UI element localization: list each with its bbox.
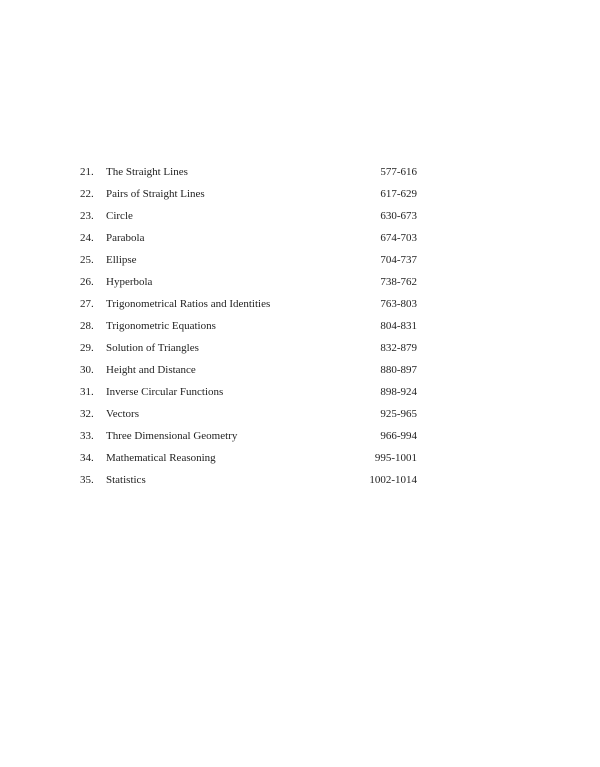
toc-entry-number: 30. — [80, 364, 94, 376]
toc-entry-number: 21. — [80, 166, 94, 178]
toc-entry-pages: 617-629 — [380, 188, 417, 200]
toc-entry — [80, 249, 417, 271]
toc-entry — [80, 359, 417, 381]
toc-entry-pages: 804-831 — [380, 320, 417, 332]
toc-entry-pages: 880-897 — [380, 364, 417, 376]
toc-entry-number: 27. — [80, 298, 94, 310]
toc-entry-number: 25. — [80, 254, 94, 266]
toc-list — [80, 161, 417, 491]
toc-entry-pages: 738-762 — [380, 276, 417, 288]
toc-entry-title: Statistics — [106, 474, 146, 486]
toc-entry — [80, 183, 417, 205]
toc-entry — [80, 161, 417, 183]
toc-entry-title: The Straight Lines — [106, 166, 188, 178]
toc-entry-pages: 925-965 — [380, 408, 417, 420]
toc-entry-number: 33. — [80, 430, 94, 442]
toc-entry-pages: 630-673 — [380, 210, 417, 222]
toc-entry-pages: 577-616 — [380, 166, 417, 178]
toc-entry-number: 22. — [80, 188, 94, 200]
toc-entry-title: Circle — [106, 210, 133, 222]
toc-entry-pages: 704-737 — [380, 254, 417, 266]
toc-entry-number: 24. — [80, 232, 94, 244]
toc-entry-title: Pairs of Straight Lines — [106, 188, 205, 200]
toc-entry — [80, 271, 417, 293]
toc-entry — [80, 425, 417, 447]
toc-entry-number: 26. — [80, 276, 94, 288]
toc-entry-number: 28. — [80, 320, 94, 332]
toc-entry — [80, 403, 417, 425]
toc-entry-number: 23. — [80, 210, 94, 222]
toc-entry-pages: 832-879 — [380, 342, 417, 354]
toc-entry-title: Mathematical Reasoning — [106, 452, 216, 464]
toc-entry-pages: 763-803 — [380, 298, 417, 310]
toc-entry — [80, 337, 417, 359]
toc-entry — [80, 227, 417, 249]
toc-entry-pages: 674-703 — [380, 232, 417, 244]
toc-entry — [80, 447, 417, 469]
toc-entry-number: 34. — [80, 452, 94, 464]
toc-entry-title: Parabola — [106, 232, 145, 244]
toc-entry-number: 31. — [80, 386, 94, 398]
toc-entry-title: Vectors — [106, 408, 139, 420]
toc-entry-pages: 898-924 — [380, 386, 417, 398]
toc-entry — [80, 315, 417, 337]
toc-entry-title: Solution of Triangles — [106, 342, 199, 354]
toc-entry-title: Trigonometric Equations — [106, 320, 216, 332]
toc-entry-title: Inverse Circular Functions — [106, 386, 224, 398]
toc-entry-title: Hyperbola — [106, 276, 153, 288]
toc-entry-number: 29. — [80, 342, 94, 354]
toc-entry-pages: 995-1001 — [374, 452, 417, 464]
toc-entry-pages: 1002-1014 — [369, 474, 417, 486]
toc-entry-title: Trigonometrical Ratios and Identities — [106, 298, 271, 310]
toc-entry-title: Ellipse — [106, 254, 137, 266]
toc-entry-number: 32. — [80, 408, 94, 420]
toc-entry-title: Three Dimensional Geometry — [106, 430, 238, 442]
toc-entry — [80, 381, 417, 403]
toc-entry — [80, 469, 417, 491]
toc-entry-pages: 966-994 — [380, 430, 417, 442]
toc-entry-number: 35. — [80, 474, 94, 486]
toc-entry-title: Height and Distance — [106, 364, 196, 376]
toc-entry — [80, 205, 417, 227]
toc-entry — [80, 293, 417, 315]
